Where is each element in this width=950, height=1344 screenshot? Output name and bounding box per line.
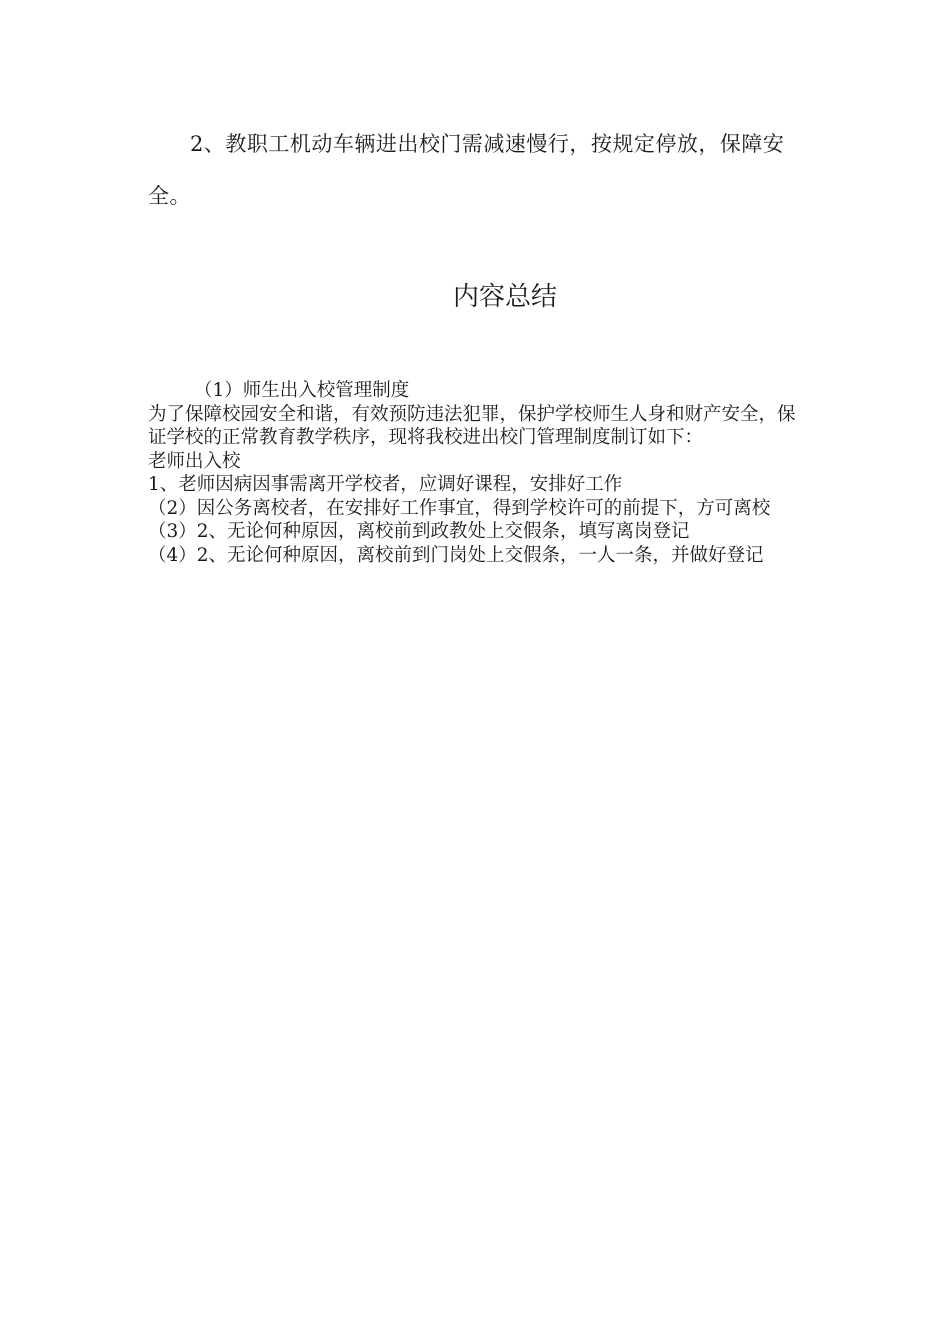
summary-item: （4）2、无论何种原因，离校前到门岗处上交假条，一人一条，并做好登记 [148, 544, 764, 566]
summary-body [148, 379, 808, 567]
summary-item: （3）2、无论何种原因，离校前到政教处上交假条，填写离岗登记 [148, 521, 690, 542]
summary-subheading: 老师出入校 [148, 450, 241, 472]
summary-title: 内容总结 [452, 282, 557, 312]
summary-item: 1、老师因病因事需离开学校者，应调好课程，安排好工作 [148, 474, 623, 495]
summary-heading: （1）师生出入校管理制度 [194, 380, 410, 401]
summary-item: （2）因公务离校者，在安排好工作事宜，得到学校许可的前提下，方可离校 [148, 497, 771, 519]
top-paragraph: 2、教职工机动车辆进出校门需减速慢行，按规定停放，保障安全。 [148, 132, 785, 208]
summary-intro: 为了保障校园安全和谐，有效预防违法犯罪，保护学校师生人身和财产安全，保证学校的正常教育教学秩序，现将我校进出校门管理制度制订如下： [148, 403, 796, 448]
